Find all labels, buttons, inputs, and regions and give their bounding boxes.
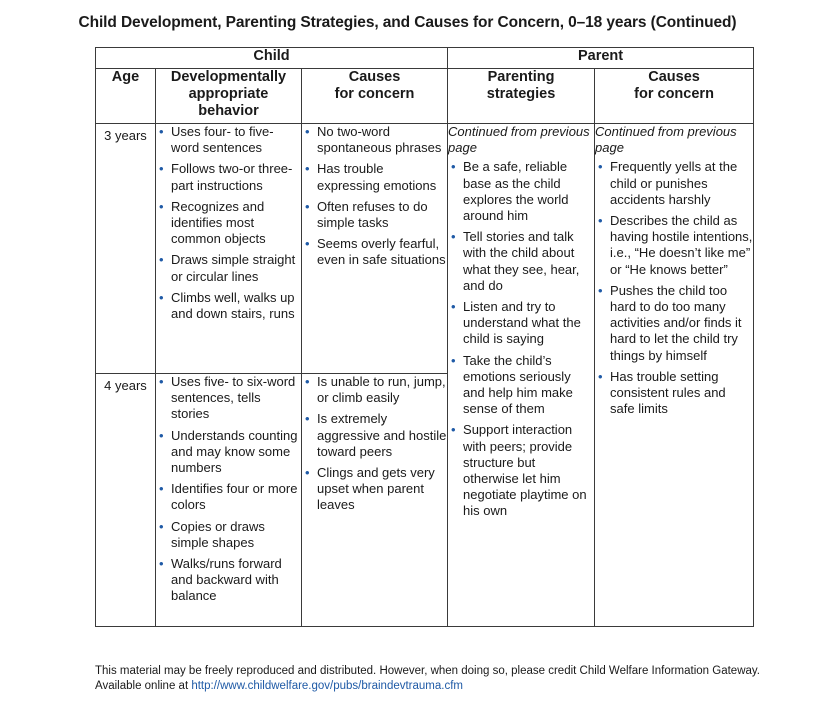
list-item: • Is unable to run, jump, or climb easily [302,374,447,406]
list-item: • Support interaction with peers; provide structure but otherwise let him negotiate playtime on his own [448,422,594,519]
list-item: • Be a safe, reliable base as the child explores the world around him [448,159,594,224]
list-item: • Uses five- to six-word sentences, tells stories [156,374,301,423]
child-group-header: Child [96,48,448,69]
list-item: • Climbs well, walks up and down stairs, runs [156,290,301,322]
strategies-cell [448,124,595,627]
child-causes-header: Causes for concern [302,69,448,124]
development-table [95,47,754,627]
list-item: • Uses four- to five-word sentences [156,124,301,156]
list-item: • Is extremely aggressive and hostile toward peers [302,411,447,460]
parent-group-header: Parent [448,48,754,69]
age-cell: 4 years [96,374,156,627]
behavior-cell [156,124,302,374]
behavior-header: Developmentally appropriate behavior [156,69,302,124]
age-header: Age [96,69,156,124]
list-item: • Clings and gets very upset when parent leaves [302,465,447,514]
list-item: • Listen and try to understand what the child is saying [448,299,594,348]
list-item: • No two-word spontaneous phrases [302,124,447,156]
footer-credit [95,664,775,693]
continued-note: Continued from previous page [595,124,737,156]
behavior-cell [156,374,302,627]
list-item: • Recognizes and identifies most common objects [156,199,301,248]
list-item: • Take the child’s emotions seriously and help him make sense of them [448,353,594,418]
strategies-header: Parenting strategies [448,69,595,124]
list-item: • Has trouble expressing emotions [302,161,447,193]
list-item: • Follows two-or three-part instructions [156,161,301,193]
list-item: • Pushes the child too hard to do too many activities and/or finds it hard to let the child try things by himself [595,283,753,364]
page-title: Child Development, Parenting Strategies, and Causes for Concern, 0–18 years (Continued) [78,14,737,31]
age-cell: 3 years [96,124,156,374]
footer-link[interactable]: http://www.childwelfare.gov/pubs/braindevtrauma.cfm [191,679,463,692]
list-item: • Identifies four or more colors [156,481,301,513]
child-causes-cell [302,124,448,374]
table-row [96,124,754,374]
list-item: • Draws simple straight or circular lines [156,252,301,284]
list-item: • Walks/runs forward and backward with balance [156,556,301,605]
list-item: • Copies or draws simple shapes [156,519,301,551]
list-item: • Understands counting and may know some numbers [156,428,301,477]
list-item: • Seems overly fearful, even in safe situations [302,236,447,268]
list-item: • Has trouble setting consistent rules and safe limits [595,369,753,418]
list-item: • Describes the child as having hostile intentions, i.e., “He doesn’t like me” or “He knows better” [595,213,753,278]
parent-causes-header: Causes for concern [595,69,754,124]
child-causes-cell [302,374,448,627]
continued-note: Continued from previous page [448,124,590,156]
footer-text: This material may be freely reproduced and distributed. However, when doing so, please credit Child Welfare Information Gateway. Available online at [95,665,760,692]
parent-causes-cell [595,124,754,627]
list-item: • Frequently yells at the child or punishes accidents harshly [595,159,753,208]
list-item: • Tell stories and talk with the child about what they see, hear, and do [448,229,594,294]
list-item: • Often refuses to do simple tasks [302,199,447,231]
